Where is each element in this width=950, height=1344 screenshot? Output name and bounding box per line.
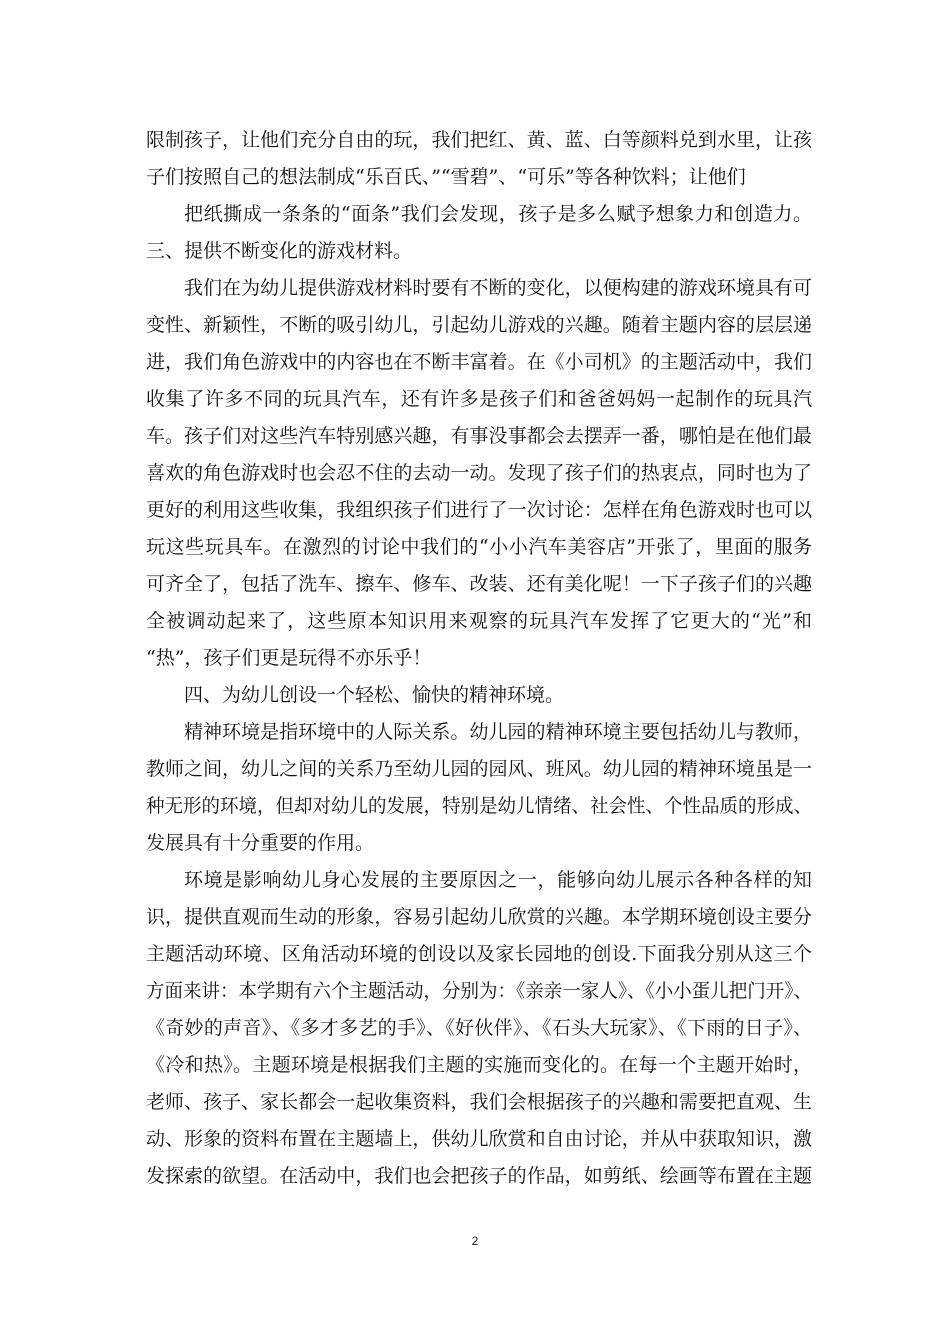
text-line: 发展具有十分重要的作用。: [146, 832, 375, 854]
text-line: 喜欢的角色游戏时也会忍不住的去动一动。发现了孩子们的热衷点，同时也为了: [146, 462, 813, 484]
text-line: 我们在为幼儿提供游戏材料时要有不断的变化，以便构建的游戏环境具有可: [184, 277, 812, 299]
text-line: 三、提供不断变化的游戏材料。: [146, 240, 413, 262]
text-line: 主题活动环境、区角活动环境的创设以及家长园地的创设.下面我分别从这三个: [146, 943, 813, 965]
text-line: 变性、新颖性，不断的吸引幼儿，引起幼儿游戏的兴趣。随着主题内容的层层递: [146, 314, 813, 336]
text-line: 种无形的环境，但却对幼儿的发展，特别是幼儿情绪、社会性、个性品质的形成、: [146, 795, 813, 817]
page-number: 2: [471, 1234, 479, 1248]
text-line: 车。孩子们对这些汽车特别感兴趣，有事没事都会去摆弄一番，哪怕是在他们最: [146, 425, 813, 447]
text-line: 识，提供直观而生动的形象，容易引起幼儿欣赏的兴趣。本学期环境创设主要分: [146, 906, 813, 928]
text-line: 四、为幼儿创设一个轻松、愉快的精神环境。: [184, 684, 565, 706]
text-line: 精神环境是指环境中的人际关系。幼儿园的精神环境主要包括幼儿与教师，: [184, 721, 812, 743]
text-line: 收集了许多不同的玩具汽车，还有许多是孩子们和爸爸妈妈一起制作的玩具汽: [146, 388, 813, 410]
text-line: 全被调动起来了，这些原本知识用来观察的玩具汽车发挥了它更大的“光”和: [146, 610, 814, 632]
text-line: 动、形象的资料布置在主题墙上，供幼儿欣赏和自由讨论，并从中获取知识，激: [146, 1128, 813, 1150]
text-line: 可齐全了，包括了洗车、擦车、修车、改装、还有美化呢！一下子孩子们的兴趣: [146, 573, 813, 595]
text-line: 《冷和热》。主题环境是根据我们主题的实施而变化的。在每一个主题开始时，: [146, 1054, 813, 1076]
text-line: 把纸撕成一条条的“面条”我们会发现，孩子是多么赋予想象力和创造力。: [184, 203, 813, 225]
text-line: 环境是影响幼儿身心发展的主要原因之一，能够向幼儿展示各种各样的知: [184, 869, 813, 891]
text-line: 老师、孩子、家长都会一起收集资料，我们会根据孩子的兴趣和需要把直观、生: [146, 1091, 813, 1113]
text-line: 更好的利用这些收集，我组织孩子们进行了一次讨论：怎样在角色游戏时也可以: [146, 499, 813, 521]
text-line: 玩这些玩具车。在激烈的讨论中我们的“小小汽车美容店”开张了，里面的服务: [146, 536, 813, 558]
text-line: 进，我们角色游戏中的内容也在不断丰富着。在《小司机》的主题活动中，我们: [146, 351, 813, 373]
text-line: 子们按照自己的想法制成“乐百氏、”“雪碧”、“可乐”等各种饮料；让他们: [146, 166, 746, 188]
text-line: 《奇妙的声音》、《多才多艺的手》、《好伙伴》、《石头大玩家》、《下雨的日子》、: [146, 1017, 813, 1039]
text-line: 方面来讲：本学期有六个主题活动，分别为：《亲亲一家人》、《小小蛋儿把门开》、: [146, 980, 813, 1002]
text-line: 发探索的欲望。在活动中，我们也会把孩子的作品，如剪纸、绘画等布置在主题: [146, 1165, 813, 1187]
text-line: 限制孩子，让他们充分自由的玩，我们把红、黄、蓝、白等颜料兑到水里，让孩: [146, 129, 813, 151]
text-line: 教师之间，幼儿之间的关系乃至幼儿园的园风、班风。幼儿园的精神环境虽是一: [146, 758, 813, 780]
body-text: [146, 122, 812, 1195]
text-line: “热”，孩子们更是玩得不亦乐乎！: [146, 647, 432, 669]
